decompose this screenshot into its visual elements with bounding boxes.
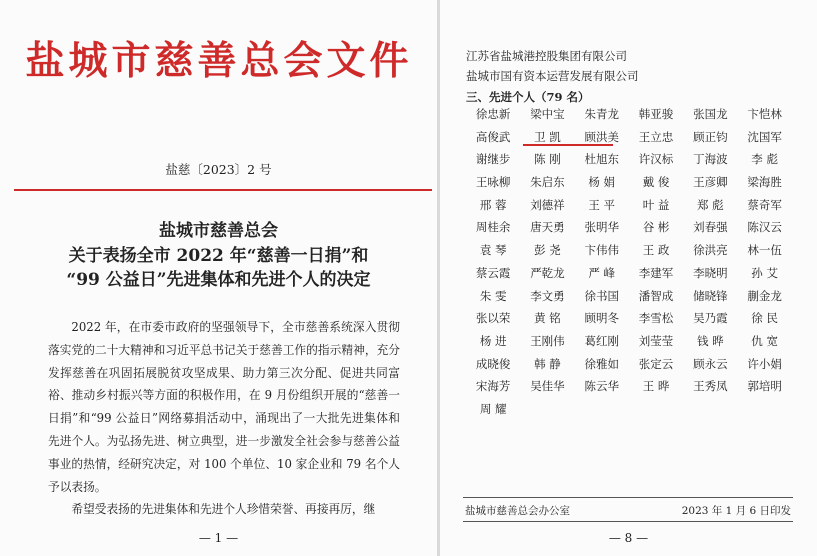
person-name: 王秀凤 — [693, 379, 728, 394]
footer-rule-top — [463, 497, 793, 498]
person-name: 陈汉云 — [747, 220, 782, 235]
person-name: 徐洪亮 — [693, 243, 728, 258]
person-name: 叶 益 — [642, 197, 670, 212]
person-name: 顾洪美 — [584, 129, 619, 144]
person-name: 周 耀 — [479, 401, 507, 416]
person-name: 朱启东 — [530, 175, 565, 190]
person-name: 王刚伟 — [530, 333, 565, 348]
person-name: 王 晔 — [642, 379, 670, 394]
person-name: 陈云华 — [584, 379, 619, 394]
title-line-2: 关于表扬全市 2022 年“慈善一日捐”和 — [68, 246, 369, 266]
person-name: 彭 尧 — [534, 243, 561, 258]
person-name: 潘智成 — [638, 288, 674, 303]
person-name: 郑 彪 — [697, 197, 724, 212]
body-paragraph-2: 希望受表扬的先进集体和先进个人珍惜荣誉、再接再厉，继 — [71, 502, 376, 517]
red-header-title: 盐城市慈善总会文件 — [25, 38, 413, 84]
person-name: 张明华 — [584, 220, 619, 235]
page-number: — 8 — — [608, 531, 649, 545]
person-name: 蒯金龙 — [747, 288, 782, 303]
person-name: 朱青龙 — [584, 107, 619, 121]
document-page-8 — [440, 0, 817, 556]
person-name: 徐雅如 — [584, 356, 619, 371]
person-name: 张定云 — [638, 356, 674, 371]
person-name: 卞恺林 — [747, 107, 782, 121]
person-name: 郭培明 — [747, 379, 782, 394]
person-name: 王 平 — [588, 197, 616, 212]
person-name: 张以荣 — [475, 311, 511, 326]
person-name: 王立忠 — [638, 129, 674, 144]
person-name: 刘德祥 — [530, 197, 565, 212]
person-name: 邢 蓉 — [479, 197, 507, 212]
person-name: 严乾龙 — [530, 265, 565, 280]
footer-issuer: 盐城市慈善总会办公室 — [465, 505, 570, 517]
person-name: 杨 进 — [479, 333, 507, 348]
person-name: 葛红刚 — [584, 333, 619, 348]
person-name: 陈 刚 — [534, 152, 561, 167]
person-name: 沈国军 — [747, 129, 782, 144]
footer-date: 2023 年 1 月 6 日印发 — [681, 505, 791, 517]
red-divider-line — [14, 189, 432, 191]
person-name: 顾永云 — [693, 356, 728, 371]
person-name: 顾明冬 — [584, 311, 619, 326]
person-name: 李文勇 — [530, 288, 565, 303]
person-name: 戴 俊 — [642, 175, 670, 190]
person-name: 梁海胜 — [747, 175, 782, 190]
red-underline-mark — [523, 144, 613, 146]
person-name: 卞伟伟 — [584, 243, 619, 258]
person-name: 仇 宽 — [751, 333, 778, 348]
person-name: 林一伍 — [747, 243, 782, 258]
company-2: 盐城市国有资本运营发展有限公司 — [466, 69, 639, 83]
person-name: 谢继步 — [475, 152, 511, 167]
person-name: 刘莹莹 — [638, 333, 674, 348]
person-name: 朱 雯 — [479, 288, 507, 303]
person-name: 许小娟 — [747, 356, 782, 371]
person-name: 杜旭东 — [584, 152, 619, 167]
person-name: 吴佳华 — [530, 379, 565, 394]
person-name: 顾正钧 — [693, 129, 728, 144]
person-name: 梁中宝 — [530, 107, 565, 121]
person-name: 宋海芳 — [475, 379, 511, 394]
person-name: 王 政 — [642, 243, 670, 258]
person-name: 谷 彬 — [642, 220, 670, 235]
person-name: 卫 凯 — [534, 129, 561, 144]
title-line-3: “99 公益日”先进集体和先进个人的决定 — [66, 270, 371, 290]
person-name: 韩 静 — [534, 356, 561, 371]
person-name: 张国龙 — [693, 107, 728, 121]
person-name: 李 彪 — [751, 152, 778, 167]
page-number: — 1 — — [198, 531, 239, 545]
person-name: 丁海波 — [693, 152, 728, 167]
person-name: 袁 琴 — [479, 243, 507, 258]
person-name: 王咏柳 — [475, 175, 511, 190]
document-number: 盐慈〔2023〕2 号 — [165, 162, 272, 177]
person-name: 唐天勇 — [530, 220, 565, 235]
person-name: 徐 民 — [751, 311, 778, 326]
person-name: 吴乃霞 — [693, 311, 728, 326]
individuals-name-grid — [466, 103, 792, 421]
person-name: 周桂余 — [475, 220, 511, 235]
person-name: 孙 艾 — [751, 265, 778, 280]
person-name: 钱 晔 — [697, 333, 724, 348]
person-name: 徐忠新 — [475, 107, 511, 121]
person-name: 蔡奇军 — [747, 197, 782, 212]
footer-rule-bottom — [463, 521, 793, 522]
body-paragraph-1: 2022 年，在市委市政府的坚强领导下，全市慈善系统深入贯彻落实党的二十大精神和习近平总书记关于慈善工作的指示精神，充分发挥慈善在巩固拓展脱贫攻坚成果、助力第三次分配、促进共同富裕、推动乡村振兴等方面的积极作用，在 9 月份组织开展的“慈善一日捐”和“99 公益日”网络募捐活动中，涌现出了一大批先进集体和先进个人。为弘扬先进、树立典型，进一步激发全社会参与慈善公益事业的热情，经研究决定，对 100 个单位、10 家企业和 79 名个人予以表扬。 — [48, 320, 400, 494]
person-name: 李建军 — [638, 265, 674, 280]
title-org: 盐城市慈善总会 — [159, 221, 278, 241]
person-name: 严 峰 — [588, 265, 616, 280]
person-name: 蔡云霞 — [475, 265, 511, 280]
person-name: 刘春强 — [693, 220, 728, 235]
person-name: 王彦卿 — [693, 175, 728, 190]
person-name: 高俊武 — [475, 129, 511, 144]
person-name: 李晓明 — [693, 265, 728, 280]
person-name: 韩亚骏 — [638, 107, 674, 121]
person-name: 杨 娟 — [588, 175, 616, 190]
person-name: 李雪松 — [638, 311, 674, 326]
section-heading: 三、先进个人（79 名） — [466, 90, 590, 104]
person-name: 储晓锋 — [693, 288, 728, 303]
company-1: 江苏省盐城港控股集团有限公司 — [466, 49, 627, 63]
document-body — [48, 316, 400, 521]
person-name: 黄 铭 — [534, 311, 561, 326]
person-name: 成晓俊 — [475, 356, 511, 371]
person-name: 徐书国 — [584, 288, 619, 303]
person-name: 许汉标 — [638, 152, 674, 167]
